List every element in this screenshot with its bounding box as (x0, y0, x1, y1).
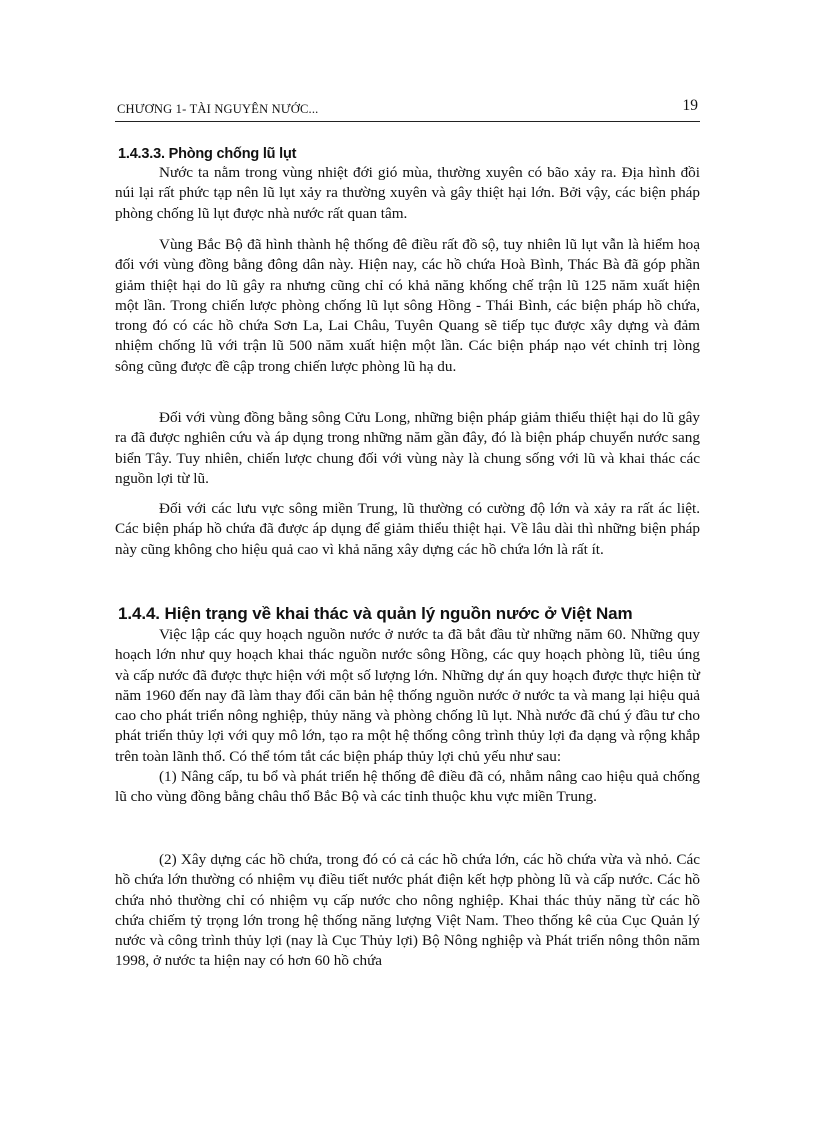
paragraph-planning: Việc lập các quy hoạch nguồn nước ở nước ta đã bắt đầu từ những năm 60. Những quy hoạch lớn như quy hoạch khai thác nguồn nước sông Hồng, các quy hoạch phòng lũ, tiêu úng và cấp nước đã được thực hiện với một số lượng lớn. Những dự án quy hoạch được thực hiện từ năm 1960 đến nay đã làm thay đổi căn bản hệ thống nguồn nước ở nước ta và mang lại hiệu quả cao cho phát triển nông nghiệp, thủy năng và phòng chống lũ lụt. Nhà nước đã chú ý đầu tư cho phát triển thủy lợi với quy mô lớn, tạo ra một hệ thống công trình thủy lợi đa dạng và rộng khắp trên toàn lãnh thổ. Có thể tóm tắt các biện pháp thủy lợi chủ yếu như sau: (115, 626, 700, 765)
paragraph-northern-delta: Vùng Bắc Bộ đã hình thành hệ thống đê điều rất đồ sộ, tuy nhiên lũ lụt vẫn là hiểm hoạ đối với vùng đồng bằng đông dân này. Hiện nay, các hồ chứa Hoà Bình, Thác Bà đã góp phần giảm thiệt hại do lũ gây ra nhưng cũng chỉ có khả năng khống chế trận lũ 125 năm xuất hiện một lần. Trong chiến lược phòng chống lũ lụt sông Hồng - Thái Bình, các biện pháp hồ chứa, trong đó có các hồ chứa Sơn La, Lai Châu, Tuyên Quang sẽ tiếp tục được xây dựng và đảm nhiệm chống lũ với trận lũ 500 năm xuất hiện một lần. Các biện pháp nạo vét chỉnh trị lòng sông cũng được đề cập trong chiến lược phòng lũ hạ du. (115, 236, 700, 375)
section-heading-144: 1.4.4. Hiện trạng về khai thác và quản lý nguồn nước ở Việt Nam (118, 604, 633, 623)
running-header (115, 97, 700, 122)
page-number: 19 (682, 97, 698, 114)
section-heading-1433: 1.4.3.3. Phòng chống lũ lụt (118, 146, 297, 162)
paragraph-climate: Nước ta nằm trong vùng nhiệt đới gió mùa, thường xuyên có bão xảy ra. Địa hình đồi núi lại rất phức tạp nên lũ lụt xảy ra thường xuyên và gây thiệt hại lớn. Bởi vậy, các biện pháp phòng chống lũ lụt được nhà nước rất quan tâm. (115, 164, 700, 222)
paragraph-mekong-delta: Đối với vùng đồng bằng sông Cửu Long, những biện pháp giảm thiểu thiệt hại do lũ gây ra đã được nghiên cứu và áp dụng trong những năm gần đây, đó là biện pháp chuyển nước sang biển Tây. Tuy nhiên, chiến lược chung đối với vùng này là chung sống với lũ và khai thác các nguồn lợi từ lũ. (115, 409, 700, 487)
paragraph-measure-1: (1) Nâng cấp, tu bổ và phát triển hệ thống đê điều đã có, nhằm nâng cao hiệu quả chống lũ cho vùng đồng bằng châu thổ Bắc Bộ và các tỉnh thuộc khu vực miền Trung. (115, 768, 700, 806)
paragraph-measure-2: (2) Xây dựng các hồ chứa, trong đó có cả các hồ chứa lớn, các hồ chứa vừa và nhỏ. Các hồ chứa lớn thường có nhiệm vụ điều tiết nước phát điện kết hợp phòng lũ và cấp nước. Các hồ chứa nhỏ thường chỉ có nhiệm vụ cấp nước cho nông nghiệp. Khai thác thủy năng từ các hồ chứa chiếm tỷ trọng lớn trong hệ thống năng lượng Việt Nam. Theo thống kê của Cục Quản lý nước và công trình thủy lợi (nay là Cục Thủy lợi) Bộ Nông nghiệp và Phát triển nông thôn năm 1998, ở nước ta hiện nay có hơn 60 hồ chứa (115, 851, 700, 970)
chapter-title: CHƯƠNG 1- TÀI NGUYÊN NƯỚC... (117, 102, 319, 116)
paragraph-central-rivers: Đối với các lưu vực sông miền Trung, lũ thường có cường độ lớn và xảy ra rất ác liệt. Các biện pháp hồ chứa đã được áp dụng để giảm thiểu thiệt hại. Về lâu dài thì những biện pháp này cũng không cho hiệu quả cao vì khả năng xây dựng các hồ chứa lớn là rất ít. (115, 500, 700, 558)
